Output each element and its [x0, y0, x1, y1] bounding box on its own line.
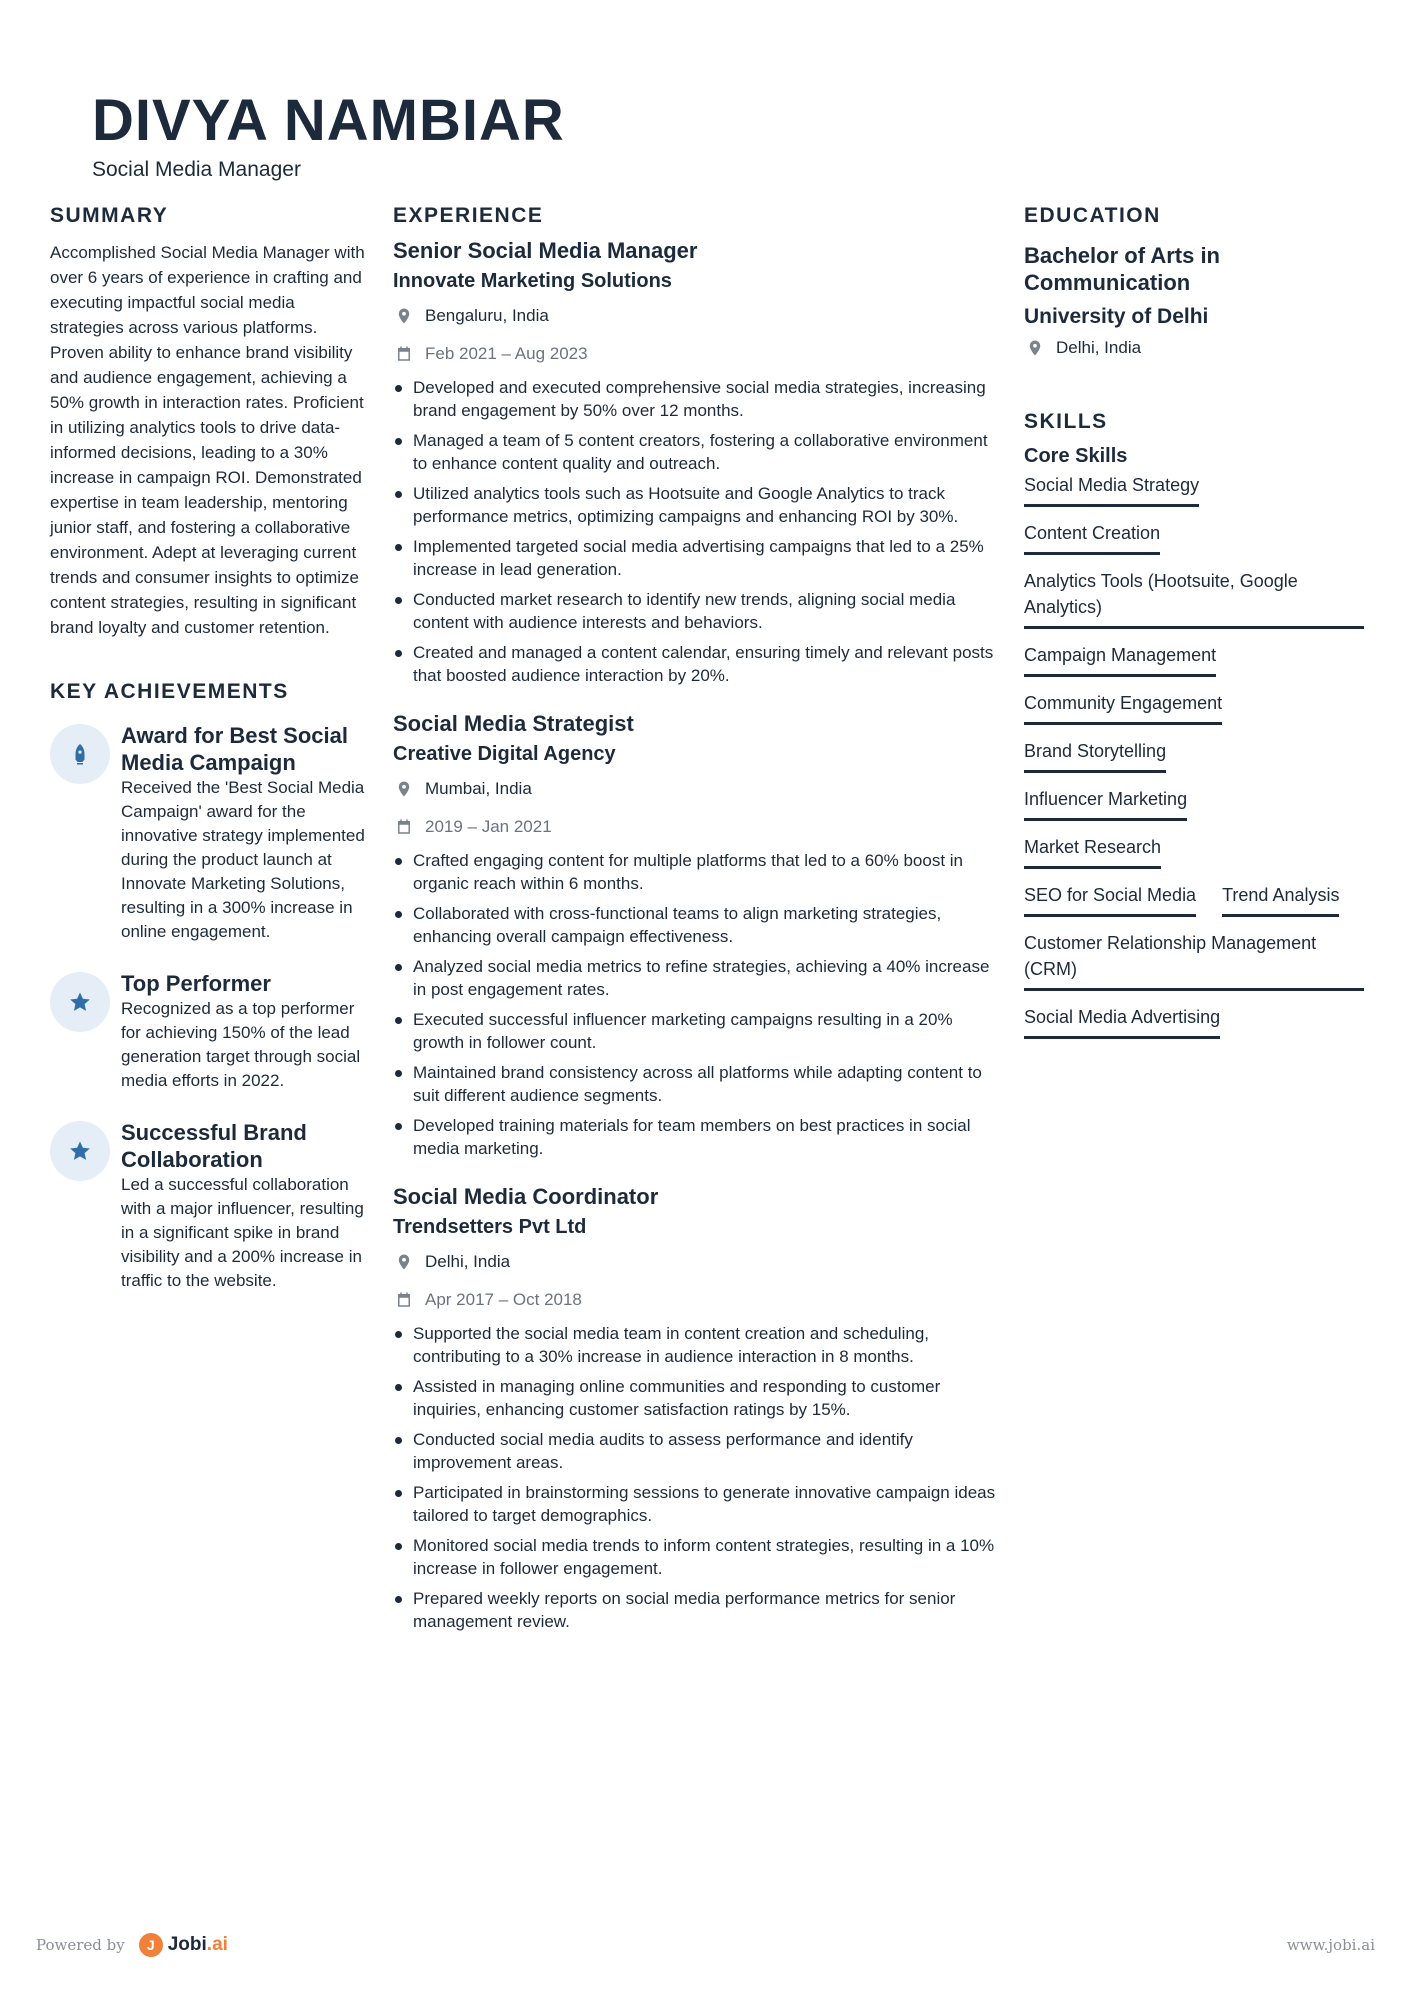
skill-tag: Influencer Marketing — [1024, 786, 1187, 821]
achievement-desc: Led a successful collaboration with a major influencer, resulting in a significant spike in brand visibility and a 200% increase in traffic to the website. — [121, 1175, 364, 1290]
job-location — [393, 777, 998, 801]
summary-section — [50, 204, 368, 640]
experience-column — [393, 204, 998, 1655]
achievements-section — [50, 680, 368, 1293]
left-column — [50, 204, 368, 1319]
job-location-text: Delhi, India — [425, 1252, 511, 1271]
skill-tag: SEO for Social Media — [1024, 882, 1196, 917]
calendar-icon — [395, 1291, 413, 1309]
job-title: Social Media Strategist — [393, 711, 634, 736]
powered-by-label: Powered by — [36, 1936, 125, 1954]
skill-tag: Social Media Advertising — [1024, 1004, 1220, 1039]
job-company: Innovate Marketing Solutions — [393, 270, 672, 292]
skill-tag: Community Engagement — [1024, 690, 1222, 725]
job-entry — [393, 1182, 998, 1633]
achievement-title: Successful Brand Collaboration — [121, 1120, 307, 1172]
jobi-brand-name: Jobi — [167, 1934, 207, 1955]
skill-tag: Analytics Tools (Hootsuite, Google Analytics) — [1024, 568, 1364, 629]
education-location — [1024, 336, 1364, 360]
skill-tag: Market Research — [1024, 834, 1161, 869]
list-item: Conducted social media audits to assess performance and identify improvement areas. — [393, 1428, 998, 1474]
candidate-role: Social Media Manager — [92, 158, 301, 181]
achievements-heading: KEY ACHIEVEMENTS — [50, 680, 289, 703]
list-item: Conducted market research to identify new trends, aligning social media content with audience interests and behaviors. — [393, 588, 998, 634]
education-location-text: Delhi, India — [1056, 338, 1142, 357]
location-pin-icon — [395, 307, 413, 325]
job-entry — [393, 236, 998, 687]
list-item: Developed training materials for team members on best practices in social media marketing. — [393, 1114, 998, 1160]
skill-tag: Content Creation — [1024, 520, 1160, 555]
list-item: Supported the social media team in content creation and scheduling, contributing to a 30% increase in audience interaction in 8 months. — [393, 1322, 998, 1368]
job-company: Trendsetters Pvt Ltd — [393, 1216, 587, 1238]
job-dates — [393, 1288, 998, 1312]
star-icon — [50, 1121, 110, 1181]
resume-header — [92, 86, 565, 182]
achievement-item — [50, 970, 368, 1093]
education-school: University of Delhi — [1024, 305, 1209, 328]
job-dates-text: Apr 2017 – Oct 2018 — [425, 1290, 582, 1309]
list-item: Assisted in managing online communities and responding to customer inquiries, enhancing customer satisfaction ratings by 15%. — [393, 1375, 998, 1421]
skill-tag: Campaign Management — [1024, 642, 1216, 677]
candidate-name: DIVYA NAMBIAR — [92, 88, 565, 153]
jobi-logo[interactable] — [139, 1933, 228, 1957]
job-title: Social Media Coordinator — [393, 1184, 659, 1209]
list-item: Managed a team of 5 content creators, fostering a collaborative environment to enhance content quality and outreach. — [393, 429, 998, 475]
skill-tag: Social Media Strategy — [1024, 472, 1199, 507]
job-location — [393, 1250, 998, 1274]
right-column — [1024, 204, 1364, 1052]
job-entry — [393, 709, 998, 1160]
skill-tag: Brand Storytelling — [1024, 738, 1166, 773]
calendar-icon — [395, 345, 413, 363]
summary-text: Accomplished Social Media Manager with over 6 years of experience in crafting and executing impactful social media strategies across various platforms. Proven ability to enhance brand visibility and audience engagement, achieving a 50% growth in interaction rates. Proficient in utilizing analytics tools to drive data-informed decisions, leading to a 30% increase in campaign ROI. Demonstrated expertise in team leadership, mentoring junior staff, and fostering a collaborative environment. Adept at leveraging current trends and consumer insights to optimize content strategies, resulting in significant brand loyalty and customer retention. — [50, 243, 365, 637]
calendar-icon — [395, 818, 413, 836]
skill-tag: Trend Analysis — [1222, 882, 1339, 917]
achievement-title: Top Performer — [121, 971, 271, 996]
skills-subheading: Core Skills — [1024, 445, 1128, 467]
job-bullets — [393, 376, 998, 687]
job-dates-text: 2019 – Jan 2021 — [425, 817, 552, 836]
list-item: Executed successful influencer marketing campaigns resulting in a 20% growth in follower count. — [393, 1008, 998, 1054]
education-degree: Bachelor of Arts in Communication — [1024, 243, 1220, 295]
list-item: Utilized analytics tools such as Hootsuite and Google Analytics to track performance metrics, optimizing campaigns and enhancing ROI by 30%. — [393, 482, 998, 528]
job-location — [393, 304, 998, 328]
achievement-item — [50, 1119, 368, 1293]
location-pin-icon — [395, 1253, 413, 1271]
achievement-desc: Recognized as a top performer for achieving 150% of the lead generation target through social media efforts in 2022. — [121, 999, 361, 1090]
list-item: Maintained brand consistency across all platforms while adapting content to suit different audience segments. — [393, 1061, 998, 1107]
list-item: Developed and executed comprehensive social media strategies, increasing brand engagement by 50% over 12 months. — [393, 376, 998, 422]
job-title: Senior Social Media Manager — [393, 238, 698, 263]
job-company: Creative Digital Agency — [393, 743, 616, 765]
powered-by — [36, 1933, 228, 1957]
list-item: Prepared weekly reports on social media performance metrics for senior management review. — [393, 1587, 998, 1633]
rocket-icon — [50, 724, 110, 784]
summary-heading: SUMMARY — [50, 204, 169, 227]
location-pin-icon — [395, 780, 413, 798]
footer — [36, 1933, 1375, 1957]
job-dates — [393, 815, 998, 839]
achievement-title: Award for Best Social Media Campaign — [121, 723, 348, 775]
skill-list — [1024, 472, 1364, 1052]
list-item: Participated in brainstorming sessions to generate innovative campaign ideas tailored to target demographics. — [393, 1481, 998, 1527]
jobi-brand-suffix: .ai — [206, 1934, 228, 1955]
achievement-desc: Received the 'Best Social Media Campaign' award for the innovative strategy implemented during the product launch at Innovate Marketing Solutions, resulting in a 300% increase in online engagement. — [121, 778, 365, 941]
list-item: Analyzed social media metrics to refine strategies, achieving a 40% increase in post engagement rates. — [393, 955, 998, 1001]
star-icon — [50, 972, 110, 1032]
skills-section — [1024, 410, 1364, 1052]
job-location-text: Mumbai, India — [425, 779, 532, 798]
job-location-text: Bengaluru, India — [425, 306, 549, 325]
site-link[interactable]: www.jobi.ai — [1286, 1936, 1375, 1954]
list-item: Monitored social media trends to inform content strategies, resulting in a 10% increase in follower engagement. — [393, 1534, 998, 1580]
list-item: Implemented targeted social media advertising campaigns that led to a 25% increase in lead generation. — [393, 535, 998, 581]
skills-heading: SKILLS — [1024, 410, 1108, 433]
education-heading: EDUCATION — [1024, 204, 1161, 227]
skill-tag: Customer Relationship Management (CRM) — [1024, 930, 1364, 991]
location-pin-icon — [1026, 339, 1044, 357]
achievement-item — [50, 722, 368, 944]
job-dates-text: Feb 2021 – Aug 2023 — [425, 344, 588, 363]
list-item: Crafted engaging content for multiple platforms that led to a 60% boost in organic reach within 6 months. — [393, 849, 998, 895]
job-dates — [393, 342, 998, 366]
jobi-logo-icon: J — [139, 1933, 163, 1957]
list-item: Created and managed a content calendar, ensuring timely and relevant posts that boosted audience interaction by 20%. — [393, 641, 998, 687]
list-item: Collaborated with cross-functional teams to align marketing strategies, enhancing overall campaign effectiveness. — [393, 902, 998, 948]
job-bullets — [393, 849, 998, 1160]
job-bullets — [393, 1322, 998, 1633]
experience-heading: EXPERIENCE — [393, 204, 544, 227]
education-section — [1024, 204, 1364, 360]
